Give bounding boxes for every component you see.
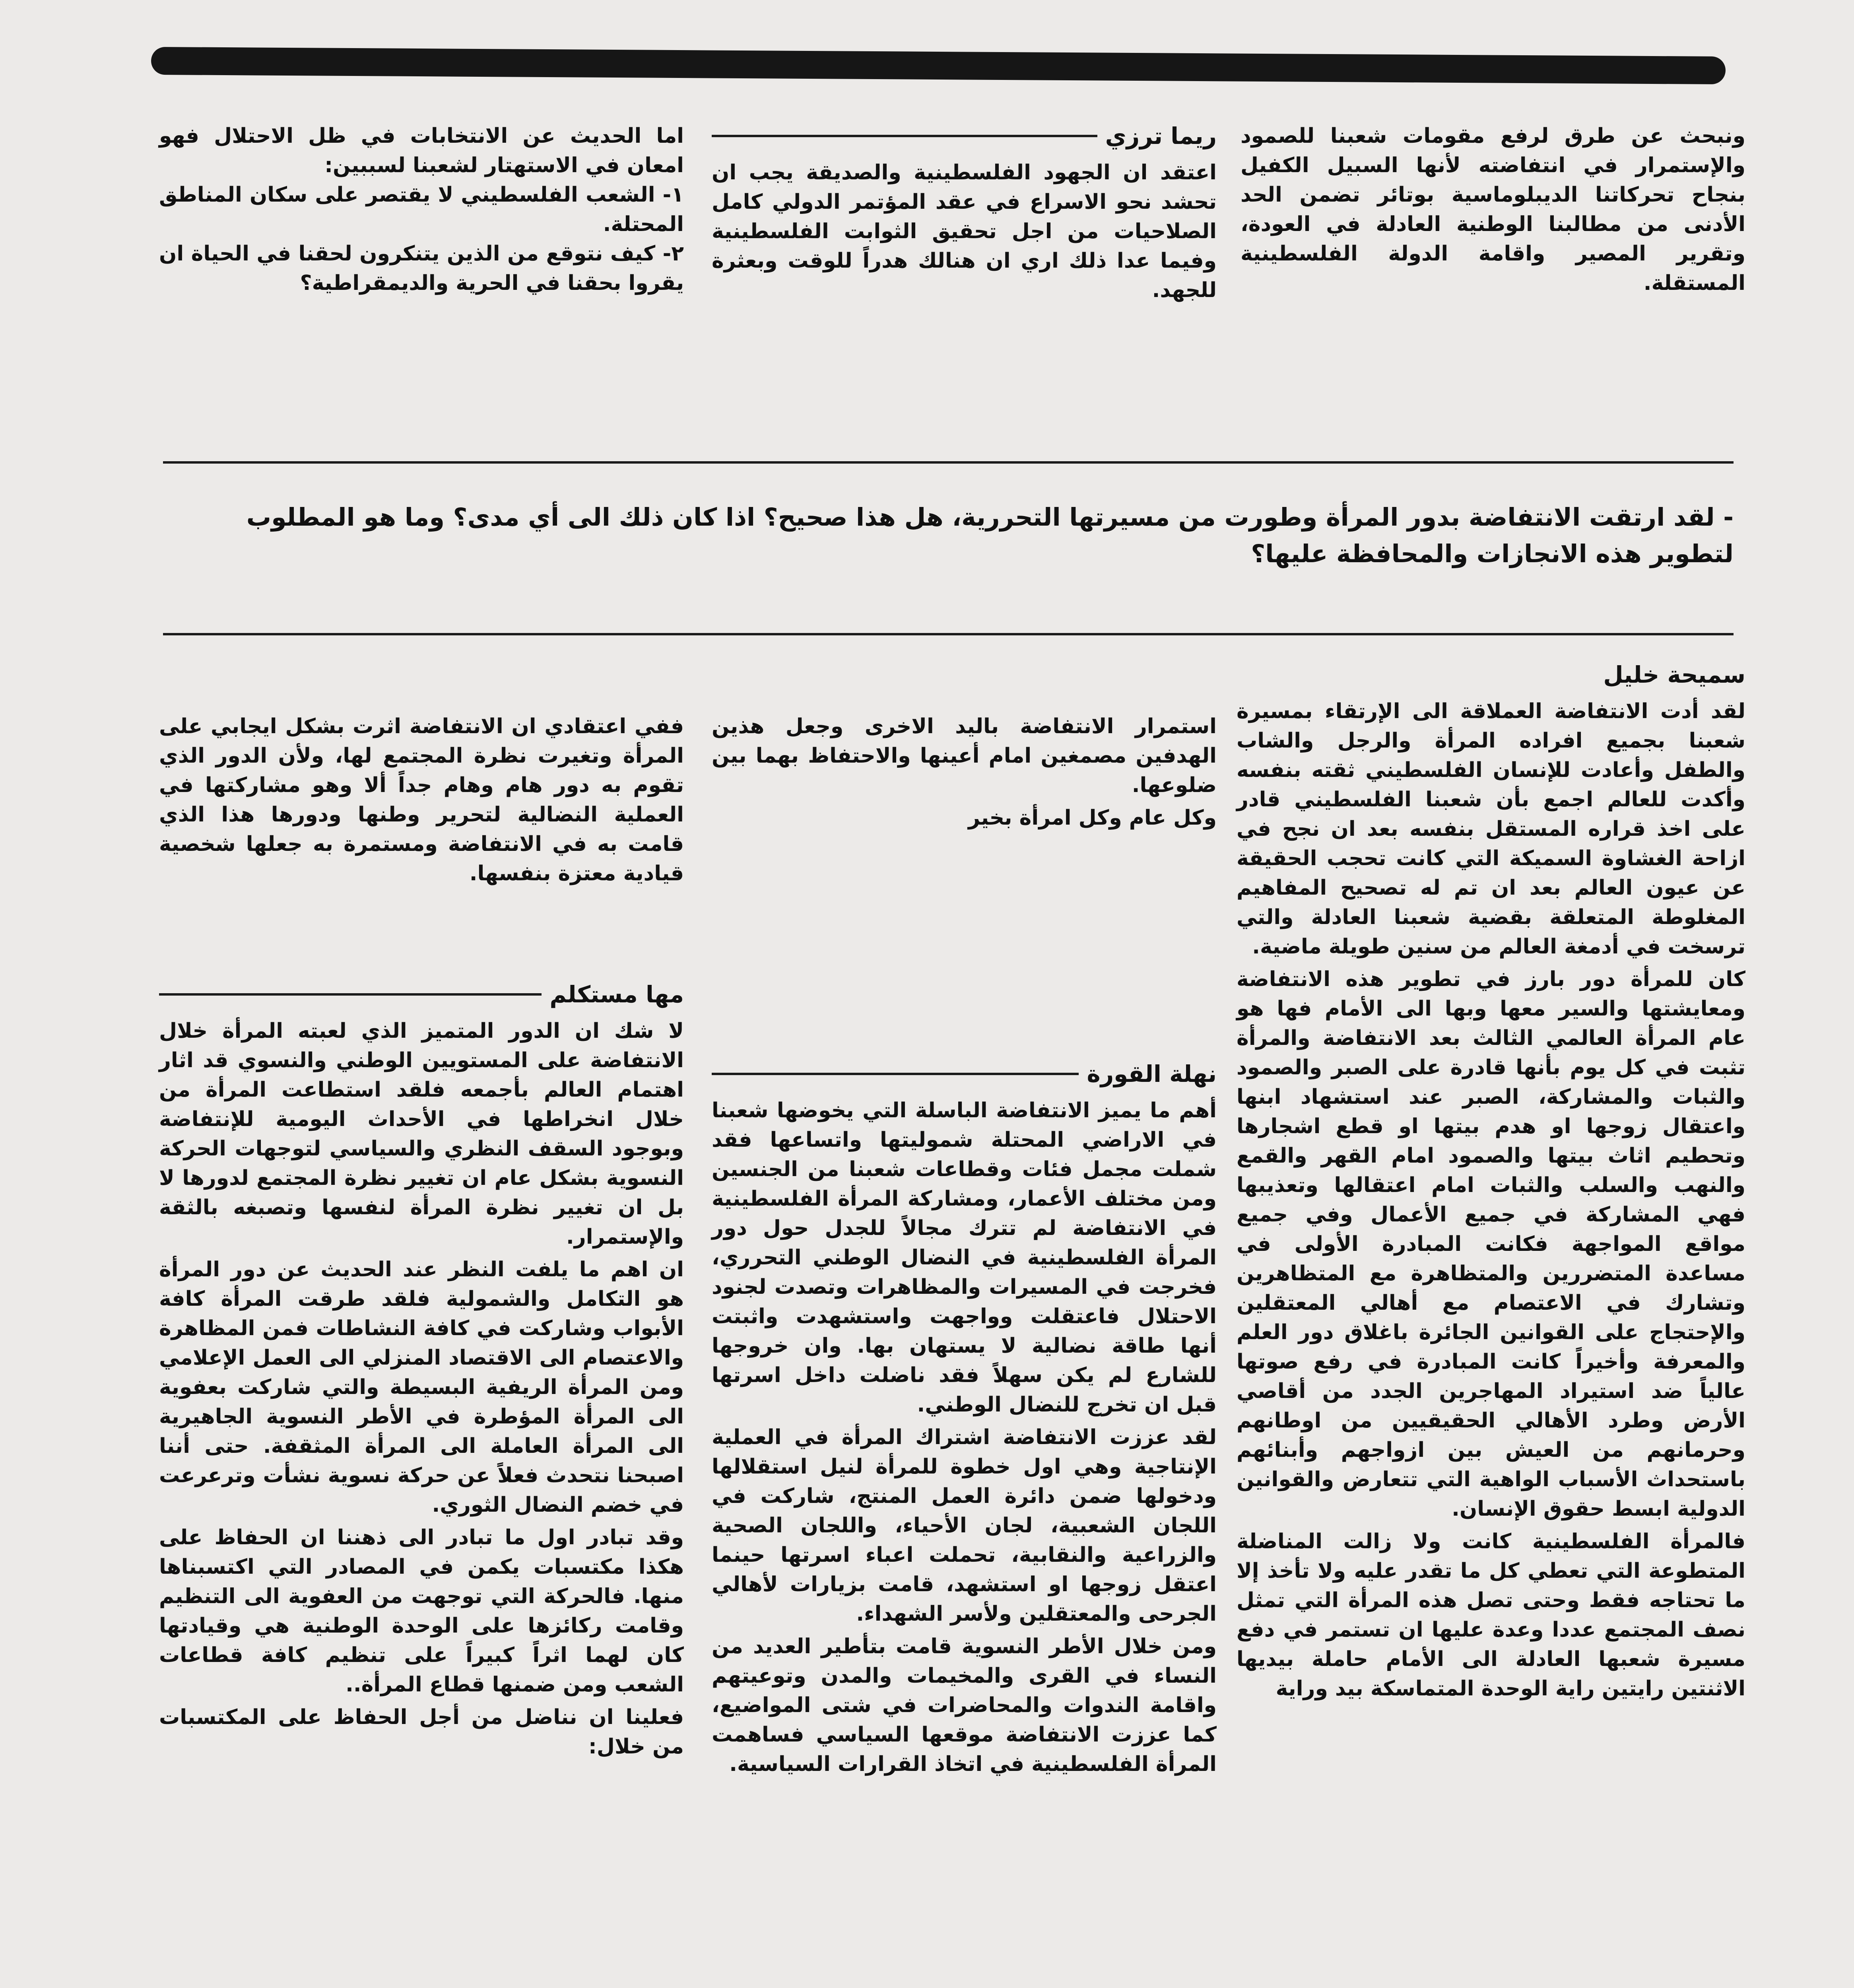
paragraph: ونبحث عن طرق لرفع مقومات شعبنا للصمود والإستمرار في انتفاضته لأنها السبيل الكفيل بنجاح تحركاتنا الديبلوماسية بوتائر تضمن الحد الأدنى من مطالبنا الوطنية العادلة في العودة، وتقرير المصير واقامة الدولة الفلسطينية المستقلة. (1241, 124, 1745, 295)
paragraph: اما الحديث عن الانتخابات في ظل الاحتلال فهو امعان في الاستهتار لشعبنا لسببين: (159, 124, 684, 177)
paragraph: وكل عام وكل امرأة بخير (968, 806, 1217, 830)
author-heading (712, 1059, 1217, 1089)
author-rule (712, 1073, 1079, 1075)
author-name: مها مستكلم (549, 981, 684, 1008)
top-right-column (1241, 121, 1745, 301)
author-name: سميحة خليل (1603, 661, 1745, 688)
section-divider (163, 633, 1734, 635)
paragraph: استمرار الانتفاضة باليد الاخرى وجعل هذين الهدفين مصمغين امام أعينها والاحتفاظ بهما بين ضلوعها. (712, 714, 1217, 797)
list-item: ١- الشعب الفلسطيني لا يقتصر على سكان المناطق المحتلة. (159, 183, 684, 236)
paragraph: ومن خلال الأطر النسوية قامت بتأطير العديد من النساء في القرى والمخيمات والمدن وتوعيتهم واقامة الندوات والمحاضرات في شتى المواضيع، كما عززت الانتفاضة موقعها السياسي فساهمت المرأة الفلسطينية في اتخاذ القرارات السياسية. (712, 1635, 1217, 1776)
paragraph: وقد تبادر اول ما تبادر الى ذهننا ان الحفاظ على هكذا مكتسبات يكمن في المصادر التي اكتسبناها منها. فالحركة التي توجهت من العفوية الى التنظيم وقامت ركائزها على الوحدة الوطنية هي وقيادتها كان لهما اثراً كبيراً على تنظيم كافة قطاعات الشعب ومن ضمنها قطاع المرأة.. (159, 1526, 684, 1697)
author-rule (712, 135, 1097, 137)
author-name: نهلة القورة (1087, 1060, 1217, 1087)
author-name: ريما ترزي (1105, 122, 1217, 149)
top-left-column (159, 121, 684, 298)
paragraph: فعلينا ان نناضل من أجل الحفاظ على المكتسبات من خلال: (159, 1705, 684, 1759)
author-rule (159, 993, 542, 996)
author-heading (159, 980, 684, 1009)
list-item: ٢- كيف نتوقع من الذين يتنكرون لحقنا في الحياة ان يقروا بحقنا في الحرية والديمقراطية؟ (159, 242, 684, 295)
paragraph: ففي اعتقادي ان الانتفاضة اثرت بشكل ايجابي على المرأة وتغيرت نظرة المجتمع لها، ولأن الدور الذي تقوم به دور هام وهام جداً ألا وهو مشاركتها في العملية النضالية لتحرير وطنها ودورها هذا الذي قامت به في الانتفاضة ومستمرة به جعلها شخصية قيادية معتزة بنفسها. (159, 714, 684, 885)
paragraph: فالمرأة الفلسطينية كانت ولا زالت المناضلة المتطوعة التي تعطي كل ما تقدر عليه ولا تأخذ إلا ما تحتاجه فقط وحتى تصل هذه المرأة التي تمثل نصف المجتمع عددا وعدة عليها ان تستمر في دفع مسيرة شعبها العادلة الى الأمام حاملة بيديها الاثنتين رايتين راية الوحدة المتماسكة بيد وراية (1237, 1530, 1745, 1701)
section-divider (163, 461, 1734, 464)
paragraph: لقد عززت الانتفاضة اشتراك المرأة في العملية الإنتاجية وهي اول خطوة للمرأة لنيل استقلالها ودخولها ضمن دائرة العمل المنتج، شاركت في اللجان الشعبية، لجان الأحياء، واللجان الصحية والزراعية والنقابية، تحملت اعباء اسرتها حينما اعتقل زوجها او استشهد، قامت بزيارات لأهالي الجرحى والمعتقلين ولأسر الشهداء. (712, 1425, 1217, 1626)
bottom-middle-column (712, 712, 1217, 1782)
author-heading (1237, 660, 1745, 689)
paragraph: لقد أدت الانتفاضة العملاقة الى الإرتقاء بمسيرة شعبنا بجميع افراده المرأة والرجل والشاب والطفل وأعادت للإنسان الفلسطيني ثقته بنفسه وأكدت للعالم اجمع بأن شعبنا الفلسطيني قادر على اخذ قراره المستقل بنفسه بعد ان نجح في ازاحة الغشاوة السميكة التي كانت تحجب الحقيقة عن عيون العالم بعد ان تم له تصحيح المفاهيم المغلوطة المتعلقة بقضية شعبنا العادلة والتي ترسخت في أدمغة العالم من سنين طويلة ماضية. (1237, 699, 1745, 959)
paragraph: ان اهم ما يلفت النظر عند الحديث عن دور المرأة هو التكامل والشمولية فلقد طرقت المرأة كافة الأبواب وشاركت في كافة النشاطات فمن المظاهرة والاعتصام الى الاقتصاد المنزلي الى العمل الإعلامي ومن المرأة الريفية البسيطة والتي شاركت بعفوية الى المرأة المؤطرة في الأطر النسوية الجاهيرية الى المرأة العاملة الى المرأة المثقفة. حتى أننا اصبحنا نتحدث فعلاً عن حركة نسوية نشأت وترعرعت في خضم النضال الثوري. (159, 1258, 684, 1517)
paragraph: أهم ما يميز الانتفاضة الباسلة التي يخوضها شعبنا في الاراضي المحتلة شموليتها واتساعها فقد شملت مجمل فئات وقطاعات شعبنا من الجنسين ومن مختلف الأعمار، ومشاركة المرأة الفلسطينية في الانتفاضة لم تترك مجالاً للجدل حول دور المرأة الفلسطينية في النضال الوطني التحرري، فخرجت في المسيرات والمظاهرات وتصدت لجنود الاحتلال فاعتقلت وواجهت واستشهدت واثبتت أنها طاقة نضالية لا يستهان بها. وان خروجها للشارع لم يكن سهلاً فقد ناضلت داخل اسرتها قبل ان تخرج للنضال الوطني. (712, 1099, 1217, 1417)
bottom-left-column (159, 712, 684, 1765)
top-middle-column (712, 121, 1217, 308)
bottom-right-column (1237, 660, 1745, 1706)
header-bar (151, 47, 1726, 84)
paragraph: اعتقد ان الجهود الفلسطينية والصديقة يجب ان تحشد نحو الاسراع في عقد المؤتمر الدولي كامل الصلاحيات من اجل تحقيق الثوابت الفلسطينية وفيما عدا ذلك اري ان هنالك هدراً للوقت وبعثرة للجهد. (712, 161, 1217, 302)
interview-question: - لقد ارتقت الانتفاضة بدور المرأة وطورت من مسيرتها التحررية، هل هذا صحيح؟ اذا كان ذلك الى أي مدى؟ وما هو المطلوب لتطوير هذه الانجازات والمحافظة عليها؟ (246, 503, 1734, 568)
paragraph: كان للمرأة دور بارز في تطوير هذه الانتفاضة ومعايشتها والسير معها وبها الى الأمام فها هو عام المرأة العالمي الثالث بعد الانتفاضة والمرأة تثبت في كل يوم بأنها قادرة على الصبر والصمود والثبات والمشاركة، الصبر عند استشهاد ابنها واعتقال زوجها او هدم بيتها او قطع اشجارها وتحطيم اثاث بيتها والصمود امام القهر والقمع والنهب والسلب والثبات امام اعتقالها وتعذيبها فهي المشاركة في جميع الأعمال وفي جميع مواقع المواجهة فكانت المبادرة الأولى في مساعدة المتضررين والمتظاهرة مع المتظاهرين وتشارك في الاعتصام مع أهالي المعتقلين والإحتجاج على القوانين الجائرة باغلاق دور العلم والمعرفة وأخيراً كانت المبادرة في رفع صوتها عالياً ضد استيراد المهاجرين الجدد من أقاصي الأرض وطرد الأهالي الحقيقيين من اوطانهم وحرمانهم من العيش بين ازواجهم وأبنائهم باستحداث الأسباب الواهية التي تتعارض والقوانين الدولية ابسط حقوق الإنسان. (1237, 967, 1745, 1521)
paragraph: لا شك ان الدور المتميز الذي لعبته المرأة خلال الانتفاضة على المستويين الوطني والنسوي قد اثار اهتمام العالم بأجمعه فلقد استطاعت المرأة من خلال انخراطها في الأحداث اليومية للإنتفاضة وبوجود السقف النظري والسياسي لتوجهات الحركة النسوية بشكل عام ان تغيير نظرة المجتمع لدورها لا بل ان تغيير نظرة المرأة لنفسها وتصبغه بالثقة والإستمرار. (159, 1019, 684, 1249)
author-heading (712, 121, 1217, 151)
